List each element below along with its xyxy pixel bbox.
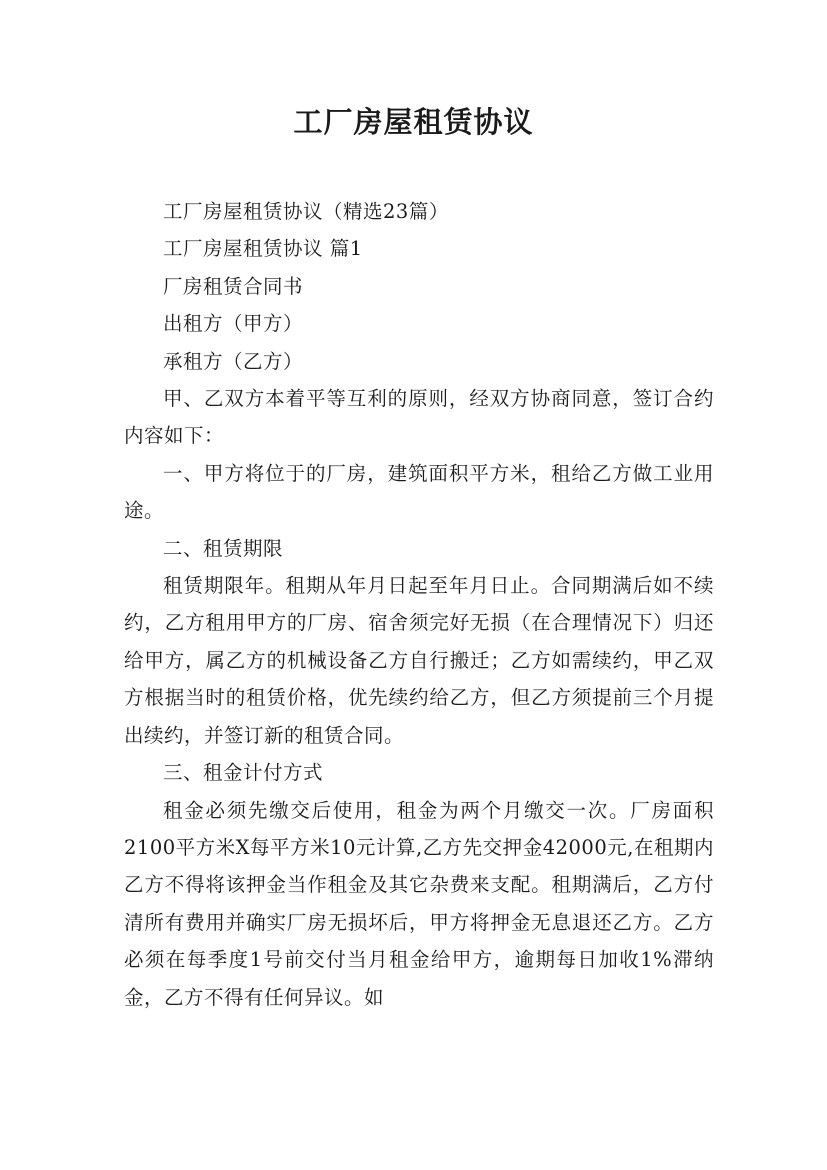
paragraph-contract-title: 厂房租赁合同书 — [163, 274, 304, 298]
paragraph-lessor: 出租方（甲方） — [163, 312, 304, 336]
paragraph-preamble: 甲、乙双方本着平等互利的原则，经双方协商同意，签订合约内容如下： — [124, 387, 714, 448]
paragraph-section-heading: 工厂房屋租赁协议 篇1 — [163, 237, 363, 261]
paragraph-clause-3-body: 租金必须先缴交后使用，租金为两个月缴交一次。厂房面积2100平方米X每平方米10元计算,乙方先交押金42000元,在租期内乙方不得将该押金当作租金及其它杂费来支配。租期满后，乙方付清所有费用并确实厂房无损坏后，甲方将押金无息退还乙方。乙方必须在每季度1号前交付当月租金给甲方，逾期每日加收1%滞纳金，乙方不得有任何异议。如 — [124, 798, 714, 1009]
paragraph-clause-3-heading: 三、租金计付方式 — [163, 761, 324, 785]
paragraph-subtitle: 工厂房屋租赁协议（精选23篇） — [163, 200, 449, 223]
document-body — [124, 193, 714, 1016]
paragraph-clause-1: 一、甲方将位于的厂房，建筑面积平方米，租给乙方做工业用途。 — [124, 461, 714, 523]
paragraph-lessee: 承租方（乙方） — [163, 349, 304, 373]
document-title: 工厂房屋租赁协议 — [293, 105, 534, 139]
paragraph-clause-2-body: 租赁期限年。租期从年月日起至年月日止。合同期满后如不续约，乙方租用甲方的厂房、宿舍须完好无损（在合理情况下）归还给甲方，属乙方的机械设备乙方自行搬迁；乙方如需续约，甲乙双方根据当时的租赁价格，优先续约给乙方，但乙方须提前三个月提出续约，并签订新的租赁合同。 — [124, 574, 714, 747]
paragraph-clause-2-heading: 二、租赁期限 — [163, 536, 284, 560]
